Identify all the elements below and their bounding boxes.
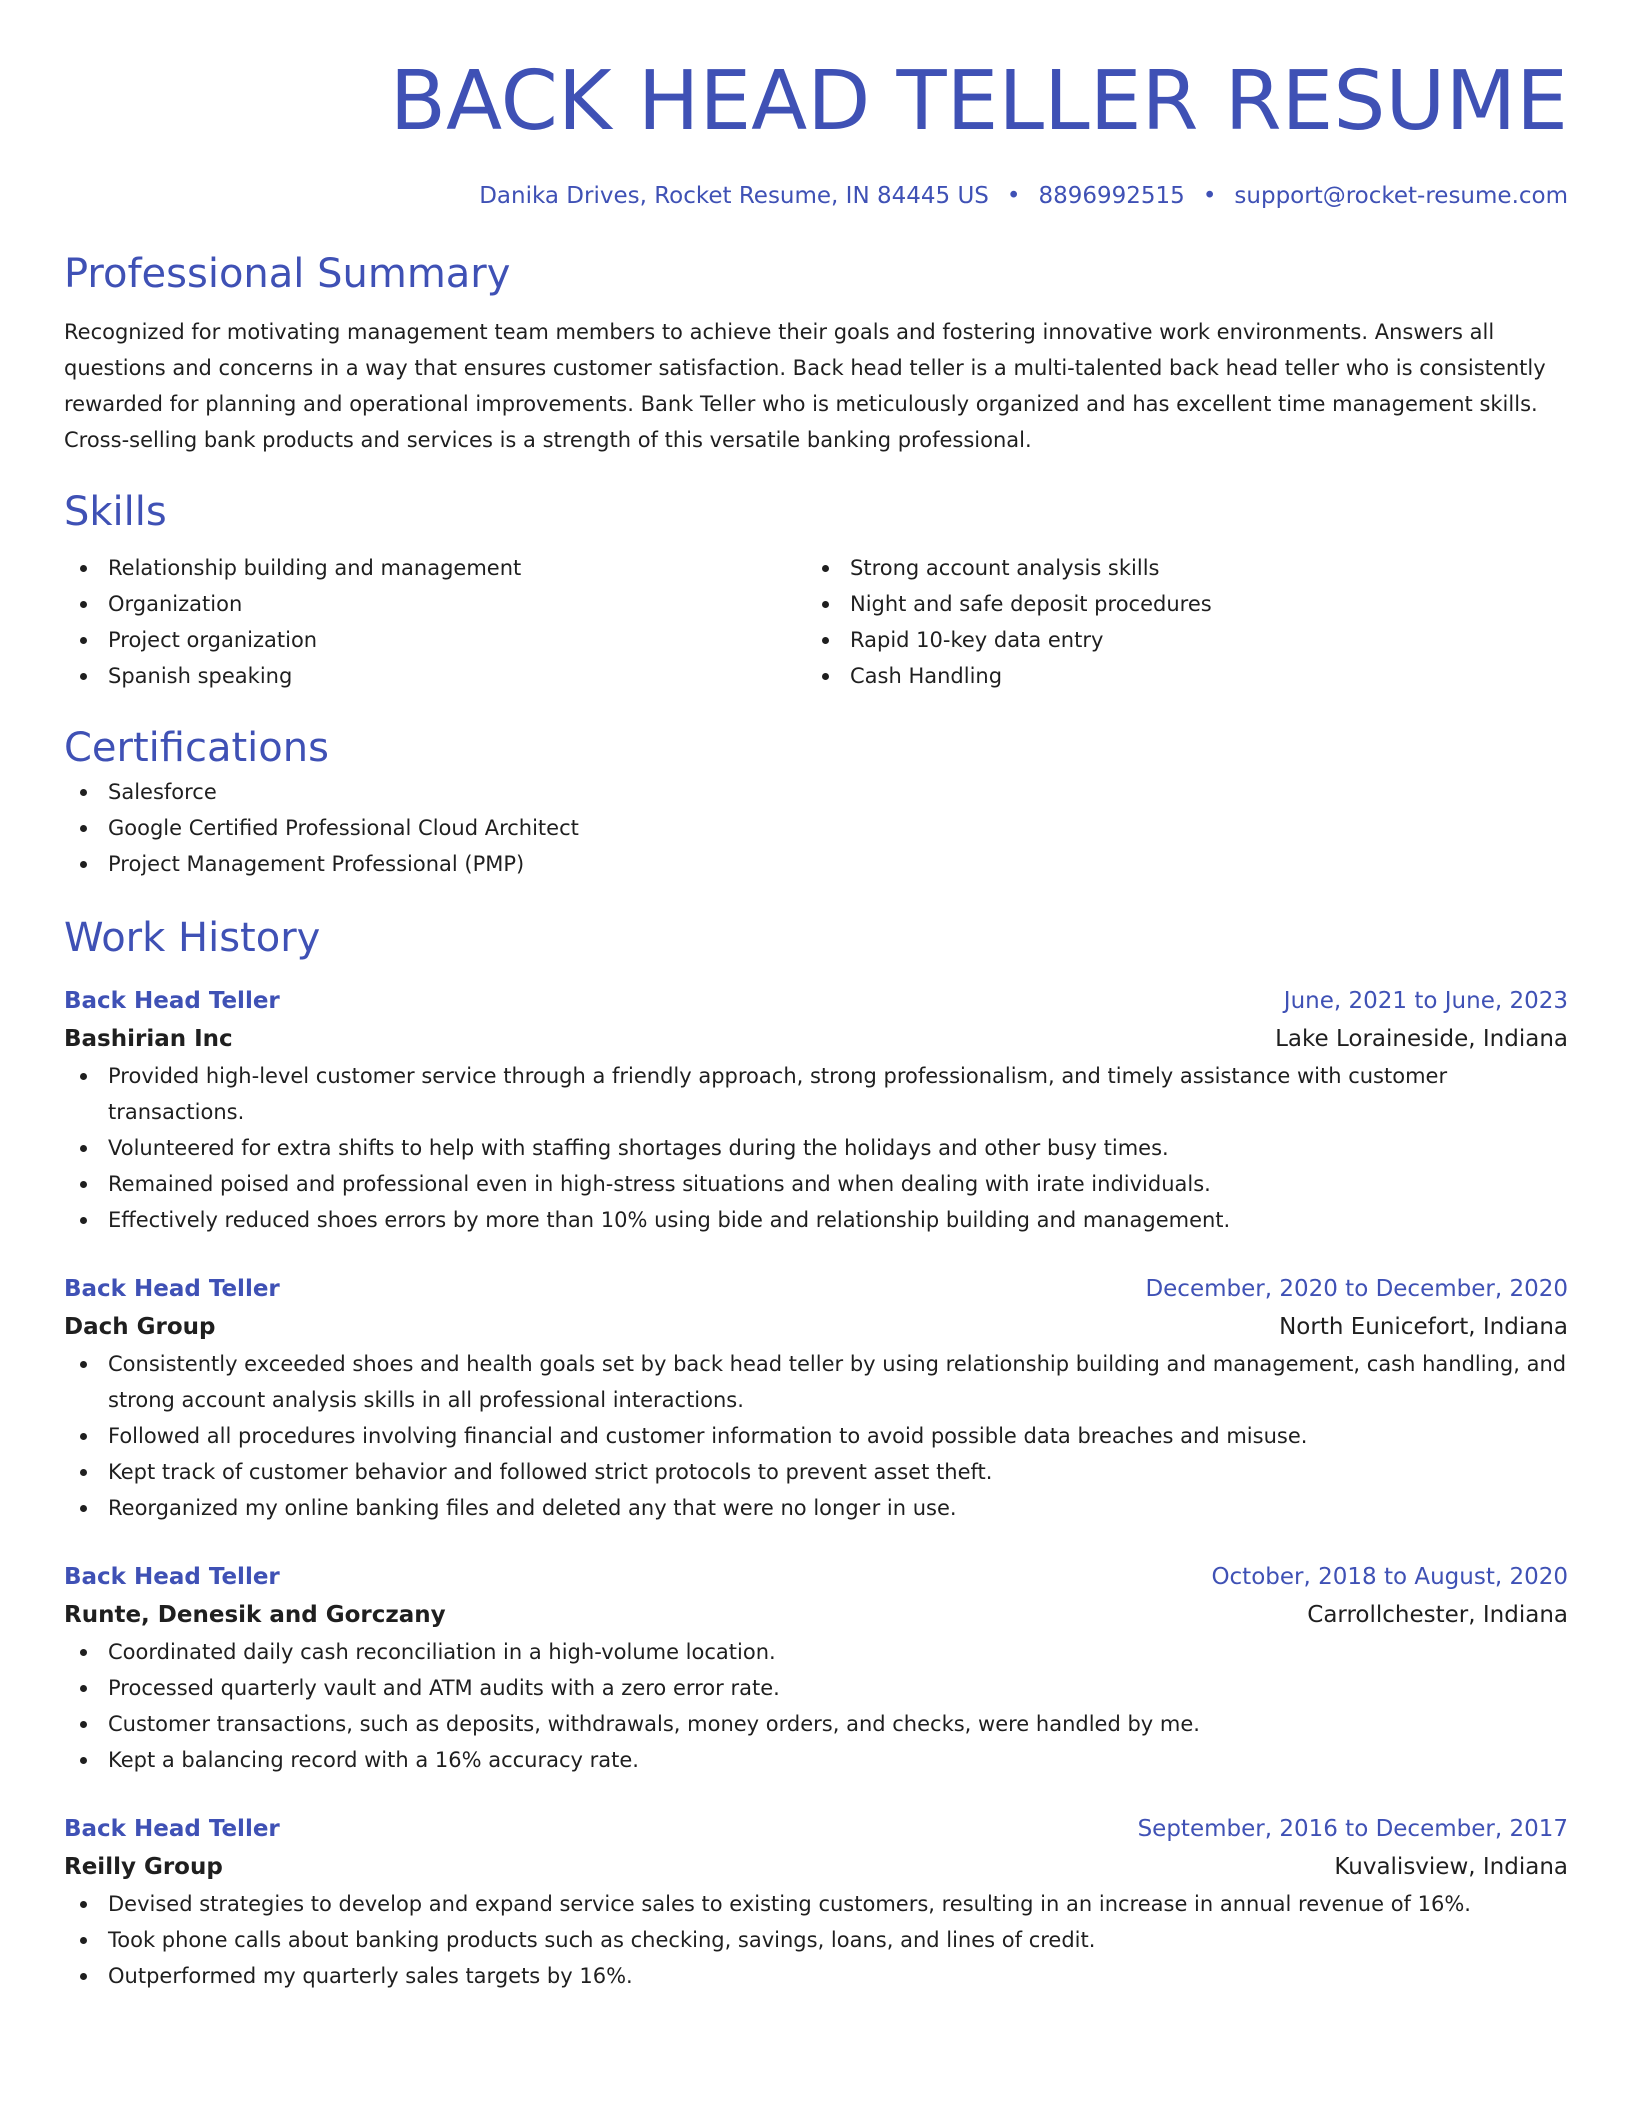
contact-address: Danika Drives, Rocket Resume, IN 84445 US [479, 183, 989, 209]
job-company-row [64, 1308, 1568, 1346]
job-company-row [64, 1848, 1568, 1886]
job-entry [64, 1270, 1568, 1526]
job-company: Bashirian Inc [64, 1026, 233, 1052]
job-title: Back Head Teller [64, 1816, 280, 1842]
job-bullet: Devised strategies to develop and expand service sales to existing customers, resulting in an increase in annual revenue of 16%. [64, 1886, 1568, 1922]
job-bullets [64, 1634, 1568, 1778]
certifications-list [64, 774, 1568, 882]
contact-line [64, 180, 1568, 212]
contact-email[interactable]: support@rocket-resume.com [1234, 183, 1568, 209]
resume-header [64, 52, 1568, 212]
skills-list-right [806, 550, 1568, 694]
contact-separator: • [1202, 183, 1217, 209]
job-bullet: Coordinated daily cash reconciliation in a high-volume location. [64, 1634, 1568, 1670]
section-heading-skills: Skills [64, 489, 167, 535]
job-title: Back Head Teller [64, 1276, 280, 1302]
certification-item: Google Certified Professional Cloud Architect [64, 810, 1568, 846]
certifications-section [64, 722, 1568, 882]
job-bullet: Processed quarterly vault and ATM audits with a zero error rate. [64, 1670, 1568, 1706]
job-company: Dach Group [64, 1314, 216, 1340]
certification-item: Project Management Professional (PMP) [64, 846, 1568, 882]
job-location: Lake Loraineside, Indiana [1275, 1026, 1568, 1052]
skill-item: Night and safe deposit procedures [806, 586, 1568, 622]
job-bullet: Provided high-level customer service through a friendly approach, strong professionalism, and timely assistance with customer transactions. [64, 1058, 1568, 1130]
professional-summary-section [64, 248, 1568, 458]
job-bullet: Kept a balancing record with a 16% accuracy rate. [64, 1742, 1568, 1778]
contact-separator: • [1006, 183, 1021, 209]
job-location: Carrollchester, Indiana [1307, 1602, 1568, 1628]
skill-item: Spanish speaking [64, 658, 806, 694]
job-bullet: Volunteered for extra shifts to help with staffing shortages during the holidays and other busy times. [64, 1130, 1568, 1166]
skill-item: Cash Handling [806, 658, 1568, 694]
job-title-row [64, 1810, 1568, 1848]
job-title-row [64, 1270, 1568, 1308]
job-company: Reilly Group [64, 1854, 223, 1880]
job-bullet: Outperformed my quarterly sales targets by 16%. [64, 1958, 1568, 1994]
skill-item: Organization [64, 586, 806, 622]
job-entry [64, 1558, 1568, 1778]
skill-item: Strong account analysis skills [806, 550, 1568, 586]
job-bullet: Effectively reduced shoes errors by more than 10% using bide and relationship building and management. [64, 1202, 1568, 1238]
skills-list-left [64, 550, 806, 694]
job-bullets [64, 1886, 1568, 1994]
skills-grid [64, 550, 1568, 694]
skill-item: Relationship building and management [64, 550, 806, 586]
page-title: BACK HEAD TELLER RESUME [389, 54, 1568, 149]
job-entry [64, 982, 1568, 1238]
job-title-row [64, 982, 1568, 1020]
job-location: North Eunicefort, Indiana [1279, 1314, 1568, 1340]
contact-phone: 8896992515 [1038, 183, 1185, 209]
section-heading-certifications: Certifications [64, 725, 329, 771]
job-company-row [64, 1596, 1568, 1634]
job-bullets [64, 1058, 1568, 1238]
job-dates: December, 2020 to December, 2020 [1145, 1276, 1568, 1302]
job-entry [64, 1810, 1568, 1994]
job-bullet: Remained poised and professional even in high-stress situations and when dealing with irate individuals. [64, 1166, 1568, 1202]
job-bullet: Consistently exceeded shoes and health goals set by back head teller by using relationship building and management, cash handling, and strong account analysis skills in all professional interactions. [64, 1346, 1568, 1418]
job-bullet: Customer transactions, such as deposits, withdrawals, money orders, and checks, were handled by me. [64, 1706, 1568, 1742]
summary-paragraph: Recognized for motivating management team members to achieve their goals and fostering innovative work environments. Answers all questions and concerns in a way that ensures customer satisfaction. Back head teller is a multi-talented back head teller who is consistently rewarded for planning and operational improvements. Bank Teller who is meticulously organized and has excellent time management skills. Cross-selling bank products and services is a strength of this versatile banking professional. [64, 320, 1546, 452]
job-bullet: Took phone calls about banking products such as checking, savings, loans, and lines of credit. [64, 1922, 1568, 1958]
job-dates: September, 2016 to December, 2017 [1137, 1816, 1568, 1842]
job-dates: October, 2018 to August, 2020 [1211, 1564, 1568, 1590]
section-heading-summary: Professional Summary [64, 251, 511, 297]
job-company: Runte, Denesik and Gorczany [64, 1602, 446, 1628]
skill-item: Rapid 10-key data entry [806, 622, 1568, 658]
job-company-row [64, 1020, 1568, 1058]
job-title-row [64, 1558, 1568, 1596]
work-history-section [64, 912, 1568, 1994]
job-dates: June, 2021 to June, 2023 [1283, 988, 1568, 1014]
job-title: Back Head Teller [64, 988, 280, 1014]
section-heading-work-history: Work History [64, 915, 321, 961]
job-bullets [64, 1346, 1568, 1526]
job-bullet: Followed all procedures involving financial and customer information to avoid possible data breaches and misuse. [64, 1418, 1568, 1454]
job-title: Back Head Teller [64, 1564, 280, 1590]
job-location: Kuvalisview, Indiana [1334, 1854, 1568, 1880]
job-bullet: Reorganized my online banking files and deleted any that were no longer in use. [64, 1490, 1568, 1526]
skill-item: Project organization [64, 622, 806, 658]
job-bullet: Kept track of customer behavior and followed strict protocols to prevent asset theft. [64, 1454, 1568, 1490]
certification-item: Salesforce [64, 774, 1568, 810]
skills-section [64, 486, 1568, 694]
